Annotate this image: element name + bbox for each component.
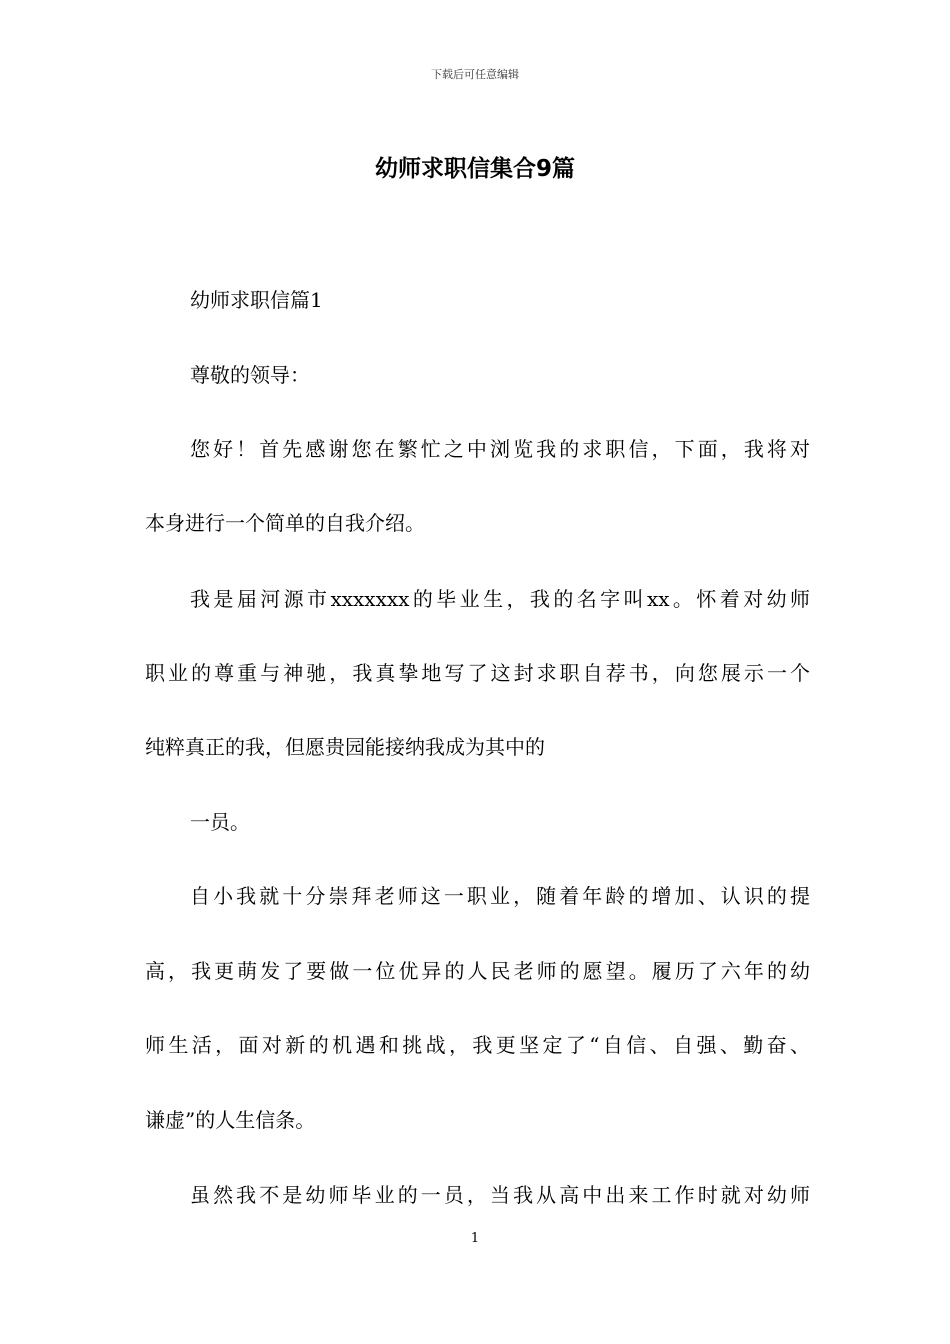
paragraph-line: 自小我就十分崇拜老师这一职业，随着年龄的增加、认识的提 [190,884,810,908]
page-number: 1 [470,1231,480,1246]
paragraph-line: 本身进行一个简单的自我介绍。 [145,511,425,535]
paragraph-line: 职业的尊重与神驰，我真挚地写了这封求职自荐书，向您展示一个 [145,661,810,685]
document-title: 幼师求职信集合9篇 [374,156,575,182]
paragraph-line: 师生活，面对新的机遇和挑战，我更坚定了“自信、自强、勤奋、 [145,1033,810,1057]
salutation: 尊敬的领导： [190,363,310,387]
paragraph-line: 纯粹真正的我，但愿贵园能接纳我成为其中的 [145,735,545,759]
section-heading: 幼师求职信篇1 [190,288,323,312]
paragraph-line: 高，我更萌发了要做一位优异的人民老师的愿望。履历了六年的幼 [145,959,810,983]
header-note: 下载后可任意编辑 [431,68,519,81]
paragraph-line: 我是届河源市xxxxxxx的毕业生，我的名字叫xx。怀着对幼师 [190,587,810,611]
paragraph-line: 虽然我不是幼师毕业的一员，当我从高中出来工作时就对幼师 [190,1183,810,1207]
paragraph-line: 您好！首先感谢您在繁忙之中浏览我的求职信，下面，我将对 [190,437,810,461]
paragraph-line: 一员。 [190,810,250,834]
paragraph-line: 谦虚”的人生信条。 [145,1108,316,1132]
